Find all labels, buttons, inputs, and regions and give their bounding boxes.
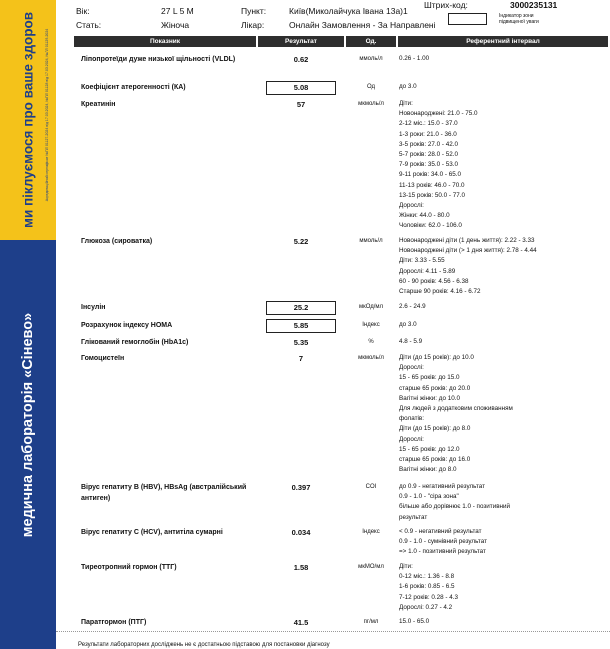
attention-indicator-box (448, 13, 487, 25)
reference-line: 0.26 - 1.00 (399, 55, 430, 62)
reference-line: 11-13 років: 46.0 - 70.0 (399, 181, 465, 189)
test-name: Розрахунок індексу HOMA (81, 322, 173, 329)
result-value: 5.85 (266, 319, 336, 333)
reference-line: 4.8 - 5.9 (399, 338, 423, 345)
point-label: Пункт: (241, 6, 267, 16)
reference-interval (399, 353, 604, 475)
result-value: 25.2 (266, 301, 336, 315)
brand-name: медична лабораторія «Сінево» (20, 312, 36, 538)
unit: COI (365, 484, 377, 490)
result-value: 57 (296, 100, 306, 109)
reference-line: більше або дорівнює 1.0 - позитивний (399, 503, 511, 511)
reference-interval (399, 302, 604, 312)
reference-line: Діти (до 15 років): до 8.0 (399, 425, 471, 433)
unit: мкМО/мл (358, 564, 384, 570)
reference-line: Дорослі: 0.27 - 4.2 (399, 603, 453, 611)
reference-line: 2-12 міс.: 15.0 - 37.0 (399, 120, 458, 128)
unit: ммоль/л (359, 56, 383, 62)
reference-line: фолатів: (399, 415, 424, 423)
reference-line: 15 - 65 років: до 15.0 (399, 374, 460, 382)
col-header-indicator: Показник (74, 36, 256, 47)
reference-line: Вагітні жінки: до 10.0 (399, 394, 460, 402)
reference-line: Діти: (399, 563, 413, 570)
reference-interval (399, 337, 604, 347)
reference-line: Новонароджені діти (1 день життя): 2.22 - 3.33 (399, 237, 535, 244)
reference-line: 0-12 міс.: 1.36 - 8.8 (399, 573, 455, 581)
reference-interval (399, 82, 604, 92)
result-value: 5.08 (266, 81, 336, 95)
sidebar (0, 0, 56, 649)
result-value: 0.397 (291, 483, 311, 492)
reference-line: Новонароджені: 21.0 - 75.0 (399, 110, 478, 118)
test-name: Паратгормон (ПТГ) (81, 619, 147, 626)
reference-interval (399, 54, 604, 64)
reference-line: Дорослі: (399, 435, 424, 443)
reference-interval (399, 527, 604, 558)
reference-line: результат (399, 513, 428, 521)
result-value: 41.5 (293, 618, 309, 627)
reference-interval (399, 482, 604, 523)
report-page (56, 0, 610, 649)
reference-line: 15 - 65 років: до 12.0 (399, 445, 460, 453)
reference-line: до 3.0 (399, 83, 417, 90)
unit: пг/мл (363, 619, 379, 625)
test-name: Гомоцистеїн (81, 355, 125, 362)
reference-line: 13-15 років: 50.0 - 77.0 (399, 191, 465, 199)
reference-line: до 3.0 (399, 321, 417, 328)
reference-line: 15.0 - 65.0 (399, 618, 430, 625)
reference-line: 5-7 років: 28.0 - 52.0 (399, 151, 458, 159)
footer-note: Результати лабораторних досліджень не є достатньою підставою для постановки діагнозу (78, 642, 330, 648)
reference-line: 1-6 років: 0.85 - 6.5 (399, 583, 455, 591)
reference-line: Жінки: 44.0 - 80.0 (399, 212, 450, 220)
reference-line: старше 65 років: до 16.0 (399, 456, 471, 464)
reference-interval (399, 236, 604, 297)
result-value: 1.58 (293, 563, 309, 572)
reference-line: Дорослі: (399, 202, 424, 210)
age-label: Вік: (76, 6, 90, 16)
reference-line: 60 - 90 років: 4.56 - 6.38 (399, 277, 469, 285)
reference-line: 9-11 років: 34.0 - 65.0 (399, 171, 461, 179)
sex-value: Жіноча (161, 20, 190, 30)
age-value: 27 L 5 M (161, 6, 194, 16)
result-value: 5.35 (293, 338, 309, 347)
result-value: 7 (298, 354, 304, 363)
test-name: Глюкоза (сироватка) (81, 238, 153, 245)
unit: Індекс (362, 529, 380, 535)
doctor-label: Лікар: (241, 20, 265, 30)
unit: Од (366, 84, 376, 90)
reference-line: Діти: (399, 100, 413, 107)
barcode-label: Штрих-код: (424, 0, 468, 10)
reference-line: Чоловіки: 62.0 - 106.0 (399, 222, 462, 230)
col-header-reference: Референтний інтервал (398, 36, 608, 47)
test-name: Вірус гепатиту В (HBV), HBsAg (австралійський антиген) (81, 484, 247, 502)
unit: мкмоль/л (358, 355, 384, 361)
test-name: Коефіцієнт атерогенності (КА) (81, 84, 186, 91)
test-name: Креатинін (81, 101, 116, 108)
test-name: Ліпопротеїди дуже низької щільності (VLDL) (81, 56, 236, 63)
test-name: Інсулін (81, 304, 106, 311)
reference-interval (399, 617, 604, 627)
doctor-value: Онлайн Замовлення - За Направлені (289, 20, 436, 30)
reference-line: 3-5 років: 27.0 - 42.0 (399, 140, 458, 148)
unit: % (368, 339, 374, 345)
reference-line: до 0.9 - негативний результат (399, 483, 486, 490)
sidebar-slogan-band (0, 0, 56, 240)
reference-line: Вагітні жінки: до 8.0 (399, 466, 457, 474)
reference-line: Дорослі: 4.11 - 5.89 (399, 267, 456, 275)
point-value: Київ(Миколайчука Івана 13а)1 (289, 6, 408, 16)
reference-line: 1-3 роки: 21.0 - 36.0 (399, 130, 457, 138)
test-name: Вірус гепатиту С (HCV), антитіла сумарні (81, 529, 223, 536)
reference-line: Діти (до 15 років): до 10.0 (399, 354, 474, 361)
reference-line: 7-9 років: 35.0 - 53.0 (399, 161, 458, 169)
reference-interval (399, 562, 604, 613)
certificate-text: Акредитаційний сертифікат №ПЛ 01127-2024 від 17.03.2024, №ПЛ 01128 від 17.03.2024, №ЛЛ 01129-2024 (45, 28, 49, 202)
test-name: Тиреотропний гормон (ТТГ) (81, 564, 177, 571)
test-name: Глікований гемоглобін (HbA1c) (81, 339, 189, 346)
result-value: 5.22 (293, 237, 309, 246)
unit: ммоль/л (359, 238, 383, 244)
reference-line: 7-12 років: 0.28 - 4.3 (399, 593, 458, 601)
reference-line: Старше 90 років: 4.16 - 6.72 (399, 288, 481, 296)
sex-label: Стать: (76, 20, 102, 30)
reference-line: < 0.9 - негативний результат (399, 528, 482, 535)
reference-line: Для людей з додатковим споживанням (399, 405, 513, 413)
result-value: 0.62 (293, 55, 309, 64)
reference-line: 0.9 - 1.0 - сумнівний результат (399, 538, 487, 546)
divider (56, 631, 610, 632)
barcode-value: 3000235131 (510, 0, 558, 10)
slogan-text: ми піклуємося про ваше здоров (20, 11, 36, 229)
unit: мкмоль/л (358, 101, 384, 107)
unit: мкОд/мл (358, 304, 384, 310)
reference-line: 2.6 - 24.9 (399, 303, 426, 310)
reference-line: старше 65 років: до 20.0 (399, 384, 471, 392)
reference-line: Новонароджені діти (> 1 дня життя): 2.78 - 4.44 (399, 247, 537, 255)
reference-line: Діти: 3.33 - 5.55 (399, 257, 445, 265)
col-header-unit: Од. (346, 36, 396, 47)
reference-line: Дорослі: (399, 364, 424, 372)
reference-interval (399, 320, 604, 330)
unit: Індекс (362, 322, 380, 328)
result-value: 0.034 (291, 528, 311, 537)
col-header-result: Результат (258, 36, 344, 47)
reference-line: 0.9 - 1.0 - "сіра зона" (399, 493, 459, 501)
indicator-label: Індикатор зони підвищеної уваги (499, 13, 539, 25)
reference-line: => 1.0 - позитивний результат (399, 548, 486, 556)
reference-interval (399, 99, 604, 232)
